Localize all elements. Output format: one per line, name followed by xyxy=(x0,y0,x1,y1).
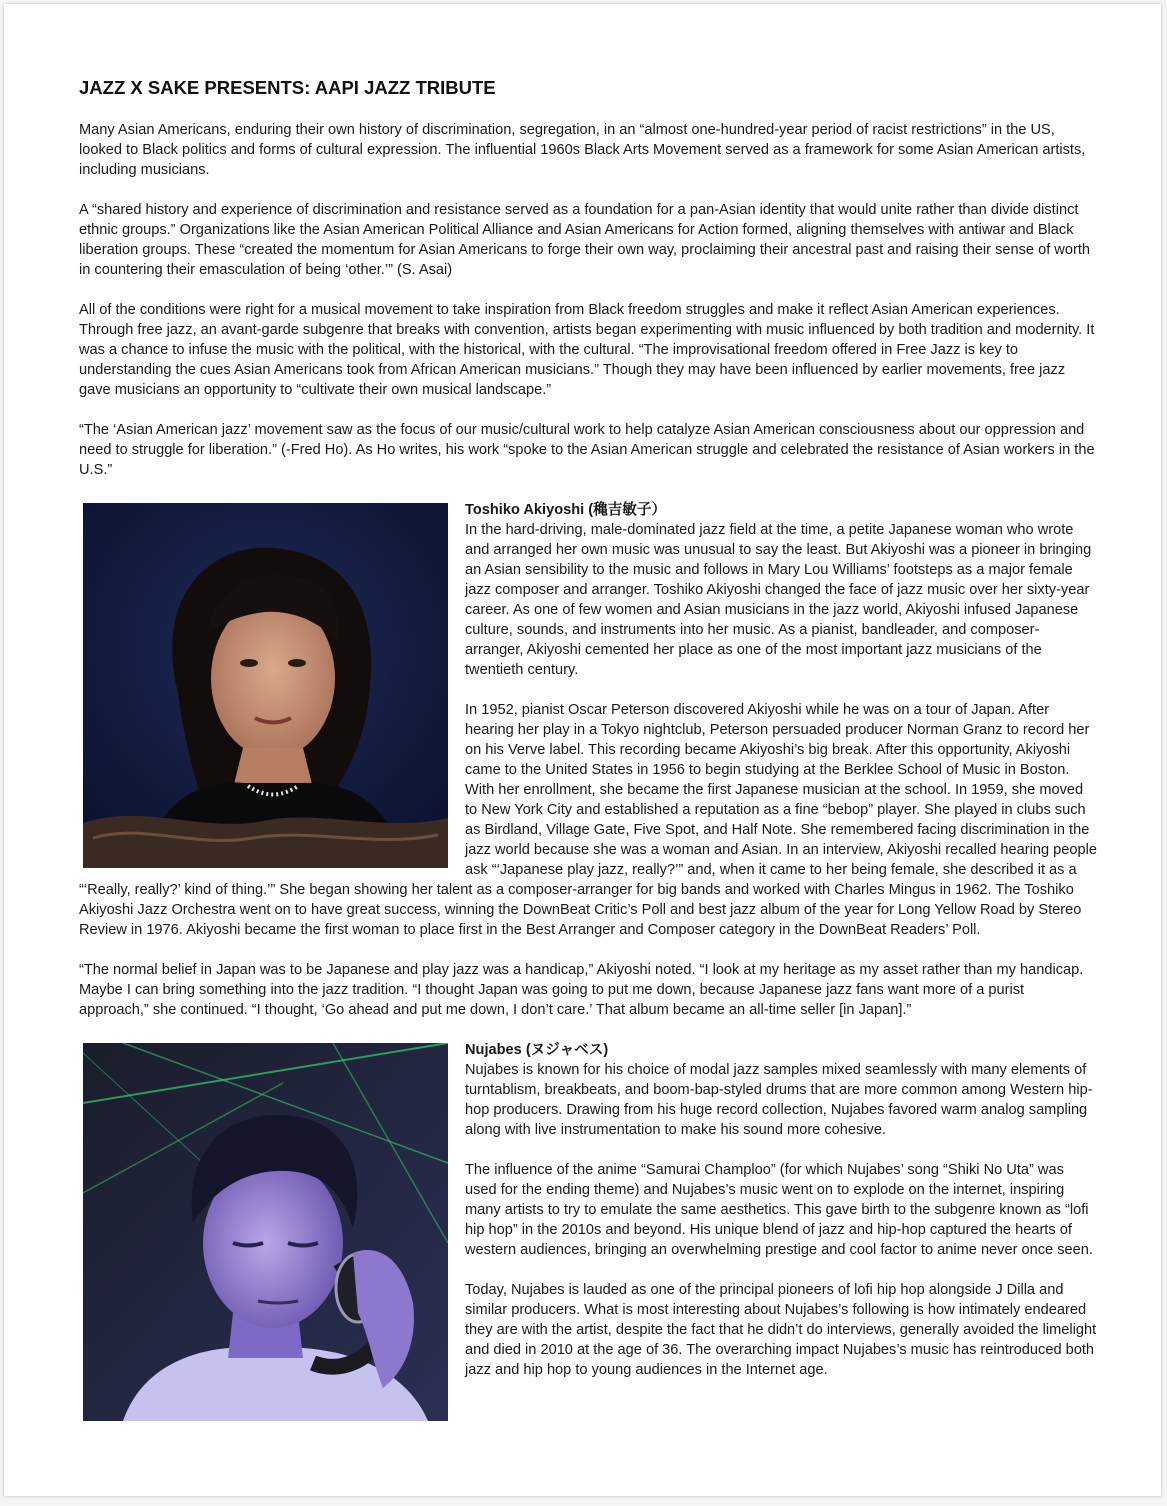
intro-paragraph-2: A “shared history and experience of discrimination and resistance served as a foundation for a pan-Asian identity that would unite rather than divide distinct ethnic groups.” Organizations like the Asian American Political Alliance and Asian Americans for Action formed, aligning themselves with antiwar and Black liberation groups. These “created the momentum for Asian Americans to forge their own way, proclaiming their ancestral past and raising their sense of worth in countering their emasculation of being ‘other.’” (S. Asai) xyxy=(79,202,1090,278)
intro-paragraph-3: All of the conditions were right for a musical movement to take inspiration from Black freedom struggles and make it reflect Asian American experiences. Through free jazz, an avant-garde subgenre that breaks with convention, artists began experimenting with music influenced by both tradition and modernity. It was a chance to infuse the music with the political, with the historical, with the cultural. “The improvisational freedom offered in Free Jazz is key to understanding the cues Asian Americans took from African American musicians.” Though they may have been influenced by earlier movements, free jazz gave musicians an opportunity to “cultivate their own musical landscape.” xyxy=(79,302,1095,398)
nujabes-paragraph-3: Today, Nujabes is lauded as one of the principal pioneers of lofi hip hop alongside J Dilla and similar producers. What is most interesting about Nujabes’s following is how intimately endeared they are with the artist, despite the fact that he didn’t do interviews, generally avoided the limelight and died in 2010 at the age of 36. The overarching impact Nujabes’s music has reintroduced both jazz and hip hop to young audiences in the Internet age. xyxy=(465,1282,1097,1378)
nujabes-photo xyxy=(83,1043,448,1421)
nujabes-paragraph-2: The influence of the anime “Samurai Champloo” (for which Nujabes’ song “Shiki No Uta” was used for the ending theme) and Nujabes’s music went on to explode on the internet, inspiring many artists to try to emulate the same aesthetics. This gave birth to the subgenre known as “lofi hip hop” in the 2010s and beyond. His unique blend of jazz and hip-hop captured the hearts of western audiences, bringing an overwhelming prestige and cool factor to anime never once seen. xyxy=(465,1162,1093,1258)
akiyoshi-paragraph-2: In 1952, pianist Oscar Peterson discovered Akiyoshi while he was on a tour of Japan. After hearing her play in a Tokyo nightclub, Peterson persuaded producer Norman Granz to record her on his Verve label. This recording became Akiyoshi’s big break. After this opportunity, Akiyoshi came to the United States in 1956 to begin studying at the Berklee School of Music in Boston. With her enrollment, she became the first Japanese musician at the school. In 1959, she moved to New York City and established a reputation as a fine “bebop” player. She played in clubs such as Birdland, Village Gate, Five Spot, and Half Note. She remembered facing discrimination in the jazz world because she was a woman and Asian. In an interview, Akiyoshi recalled hearing people ask “‘Japanese play jazz, really?’” and, when it came to her being female, she described it as a “‘Really, really?’ kind of thing.’” She began showing her talent as a composer-arranger for big bands and worked with Charles Mingus in 1962. The Toshiko Akiyoshi Jazz Orchestra went on to have great success, winning the DownBeat Critic’s Poll and best jazz album of the year for Long Yellow Road by Stereo Review in 1976. Akiyoshi became the first woman to place first in the Best Arranger and Composer category in the DownBeat Readers’ Poll. xyxy=(79,702,1097,938)
document-page xyxy=(4,4,1161,1496)
akiyoshi-quote: “The normal belief in Japan was to be Japanese and play jazz was a handicap,” Akiyoshi noted. “I look at my heritage as my asset rather than my handicap. Maybe I can bring something into the jazz tradition. “I thought Japan was going to put me down, because Japanese jazz fans want more of a purist approach,” she continued. “I thought, ‘Go ahead and put me down, I don’t care.’ That album became an all-time seller [in Japan].” xyxy=(79,962,1084,1018)
nujabes-paragraph-1: Nujabes is known for his choice of modal jazz samples mixed seamlessly with many elements of turntablism, breakbeats, and boom-bap-styled drums that are more common among Western hip-hop producers. Drawing from his huge record collection, Nujabes favored warm analog sampling along with live instrumentation to make his sound more cohesive. xyxy=(465,1062,1093,1138)
akiyoshi-photo xyxy=(83,503,448,868)
akiyoshi-paragraph-1: In the hard-driving, male-dominated jazz field at the time, a petite Japanese woman who wrote and arranged her own music was unusual to say the least. But Akiyoshi was a pioneer in bringing an Asian sensibility to the music and follows in Mary Lou Williams’ footsteps as a major female jazz composer and arranger. Toshiko Akiyoshi changed the face of jazz music over her sixty-year career. As one of few women and Asian musicians in the jazz world, Akiyoshi infused Japanese culture, sounds, and instruments into her music. As a pianist, bandleader, and composer-arranger, Akiyoshi cemented her place as one of the most important jazz musicians of the twentieth century. xyxy=(465,522,1092,678)
nujabes-portrait-image xyxy=(83,1043,448,1421)
akiyoshi-portrait-image xyxy=(83,503,448,868)
nujabes-section xyxy=(79,1040,1097,1425)
nujabes-name: Nujabes (ヌジャベス) xyxy=(465,1042,609,1058)
intro-paragraph-1: Many Asian Americans, enduring their own history of discrimination, segregation, in an “almost one-hundred-year period of racist restrictions” in the US, looked to Black politics and forms of cultural expression. The influential 1960s Black Arts Movement served as a framework for some Asian American artists, including musicians. xyxy=(79,122,1086,178)
page-title: JAZZ X SAKE PRESENTS: AAPI JAZZ TRIBUTE xyxy=(79,77,496,98)
document-content xyxy=(79,76,1097,1425)
akiyoshi-name: Toshiko Akiyoshi (穐吉敏子） xyxy=(465,502,667,518)
intro-paragraph-4: “The ‘Asian American jazz’ movement saw as the focus of our music/cultural work to help catalyze Asian American consciousness about our oppression and need to struggle for liberation.” (-Fred Ho). As Ho writes, his work “spoke to the Asian American struggle and celebrated the resistance of Asian workers in the U.S.” xyxy=(79,422,1095,478)
akiyoshi-section xyxy=(79,500,1097,1020)
